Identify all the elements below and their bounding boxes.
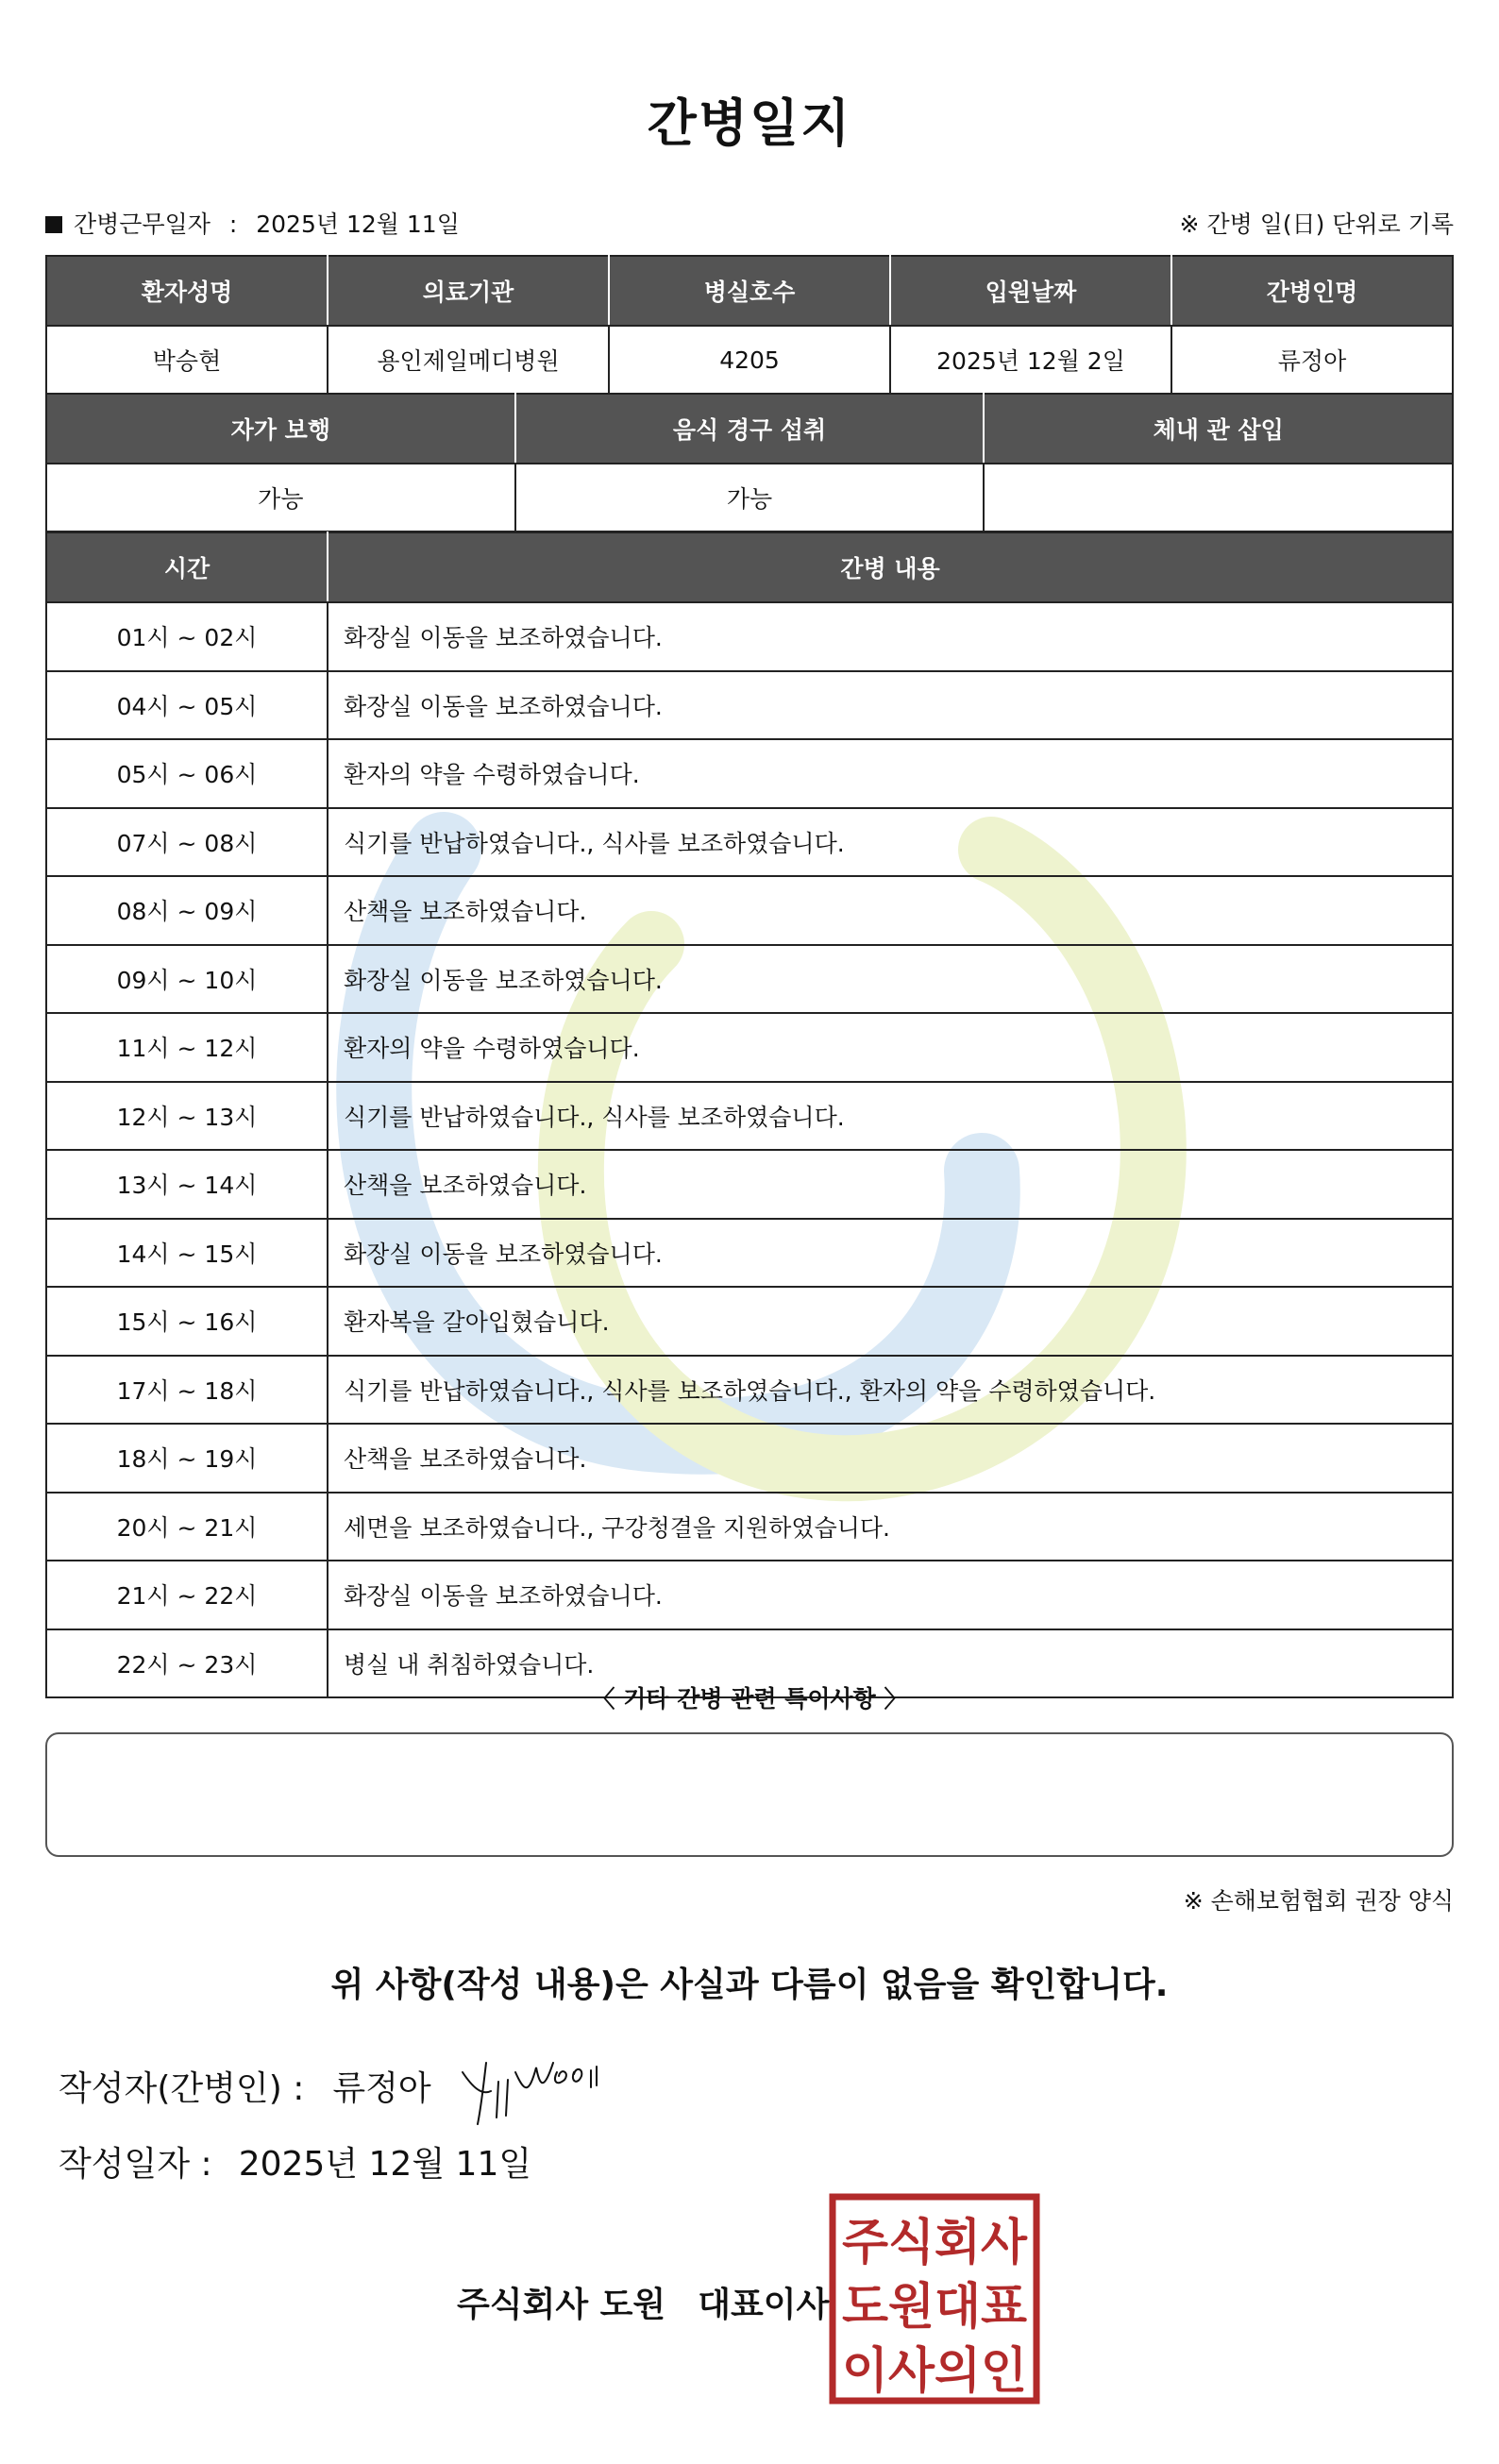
document-title: 간병일지 [647,93,852,153]
time-cell: 01시 ~ 02시 [46,602,328,671]
header-care-content: 간병 내용 [328,532,1453,602]
header-caregiver-name: 간병인명 [1171,256,1453,326]
status-header-row [46,394,1453,464]
care-content-cell: 화장실 이동을 보조하였습니다. [328,1561,1453,1629]
care-content-cell: 화장실 이동을 보조하였습니다. [328,602,1453,671]
oral-intake-value: 가능 [515,464,985,532]
patient-info-header-row [46,256,1453,326]
handwritten-signature [453,2044,614,2129]
care-content-cell: 화장실 이동을 보조하였습니다. [328,671,1453,740]
table-row [46,945,1453,1014]
time-cell: 05시 ~ 06시 [46,739,328,808]
writer-line [59,2062,431,2110]
care-content-cell: 화장실 이동을 보조하였습니다. [328,945,1453,1014]
header-hospital: 의료기관 [328,256,609,326]
table-row [46,671,1453,740]
work-date-value: 2025년 12월 11일 [256,211,460,238]
admission-date: 2025년 12월 2일 [890,326,1171,394]
work-date-line [45,206,460,240]
table-row [46,808,1453,877]
tube-insertion-value [984,464,1453,532]
header-self-walking: 자가 보행 [46,394,515,464]
remarks-box [45,1732,1454,1857]
company-name: 주식회사 도원 [457,2286,666,2324]
self-walking-value: 가능 [46,464,515,532]
time-cell: 13시 ~ 14시 [46,1150,328,1219]
care-content-cell: 환자의 약을 수령하였습니다. [328,1013,1453,1082]
svg-text:이사의인: 이사의인 [842,2343,1027,2400]
caregiver-name: 류정아 [1171,326,1453,394]
care-content-cell: 화장실 이동을 보조하였습니다. [328,1219,1453,1288]
company-ceo-title: 대표이사 [698,2286,830,2324]
header-room-number: 병실호수 [609,256,890,326]
square-bullet-icon [45,216,62,233]
confirmation-statement: 위 사항(작성 내용)은 사실과 다름이 없음을 확인합니다. [330,1966,1169,2004]
company-line [457,2278,829,2326]
svg-text:주식회사: 주식회사 [842,2215,1028,2271]
table-row [46,739,1453,808]
care-log-body [46,602,1453,1697]
time-cell: 08시 ~ 09시 [46,876,328,945]
time-cell: 04시 ~ 05시 [46,671,328,740]
patient-status-table [45,393,1454,532]
table-row [46,1287,1453,1356]
patient-info-table [45,255,1454,395]
time-cell: 18시 ~ 19시 [46,1424,328,1493]
care-content-cell: 환자복을 갈아입혔습니다. [328,1287,1453,1356]
care-log-header-row [46,532,1453,602]
svg-text:도원대표: 도원대표 [842,2279,1027,2336]
time-cell: 14시 ~ 15시 [46,1219,328,1288]
work-date-separator: : [228,211,238,238]
care-content-cell: 산책을 보조하였습니다. [328,876,1453,945]
table-row [46,1356,1453,1425]
time-cell: 17시 ~ 18시 [46,1356,328,1425]
hospital-name: 용인제일메디병원 [328,326,609,394]
written-date-value: 2025년 12월 11일 [238,2145,532,2184]
time-cell: 07시 ~ 08시 [46,808,328,877]
written-date-line [59,2137,531,2186]
table-row [46,1424,1453,1493]
recommended-form-note: ※ 손해보험협회 권장 양식 [1183,1887,1454,1915]
care-content-cell: 식기를 반납하였습니다., 식사를 보조하였습니다., 환자의 약을 수령하였습니다. [328,1356,1453,1425]
remarks-title: 〈 기타 간병 관련 특이사항 〉 [591,1685,908,1713]
care-content-cell: 병실 내 취침하였습니다. [328,1629,1453,1698]
table-row [46,1082,1453,1151]
header-admission-date: 입원날짜 [890,256,1171,326]
time-cell: 11시 ~ 12시 [46,1013,328,1082]
table-row [46,1219,1453,1288]
care-log-table [45,532,1454,1698]
time-cell: 09시 ~ 10시 [46,945,328,1014]
work-date-label: 간병근무일자 [74,211,211,238]
care-content-cell: 식기를 반납하였습니다., 식사를 보조하였습니다. [328,1082,1453,1151]
table-row [46,602,1453,671]
header-oral-intake: 음식 경구 섭취 [515,394,985,464]
table-row [46,1013,1453,1082]
time-cell: 22시 ~ 23시 [46,1629,328,1698]
time-cell: 20시 ~ 21시 [46,1493,328,1561]
header-time: 시간 [46,532,328,602]
care-content-cell: 식기를 반납하였습니다., 식사를 보조하였습니다. [328,808,1453,877]
table-row [46,1493,1453,1561]
care-content-cell: 산책을 보조하였습니다. [328,1424,1453,1493]
company-seal-stamp [829,2193,1040,2405]
writer-label: 작성자(간병인) : [59,2069,305,2108]
room-number: 4205 [609,326,890,394]
time-cell: 15시 ~ 16시 [46,1287,328,1356]
writer-name: 류정아 [332,2069,431,2108]
time-cell: 21시 ~ 22시 [46,1561,328,1629]
patient-info-value-row [46,326,1453,394]
patient-name: 박승현 [46,326,328,394]
status-value-row [46,464,1453,532]
table-row [46,876,1453,945]
table-row [46,1561,1453,1629]
unit-note: ※ 간병 일(日) 단위로 기록 [1179,211,1454,238]
written-date-label: 작성일자 : [59,2145,212,2184]
table-row [46,1150,1453,1219]
care-content-cell: 산책을 보조하였습니다. [328,1150,1453,1219]
header-tube-insertion: 체내 관 삽입 [984,394,1453,464]
care-content-cell: 세면을 보조하였습니다., 구강청결을 지원하였습니다. [328,1493,1453,1561]
care-content-cell: 환자의 약을 수령하였습니다. [328,739,1453,808]
time-cell: 12시 ~ 13시 [46,1082,328,1151]
header-patient-name: 환자성명 [46,256,328,326]
